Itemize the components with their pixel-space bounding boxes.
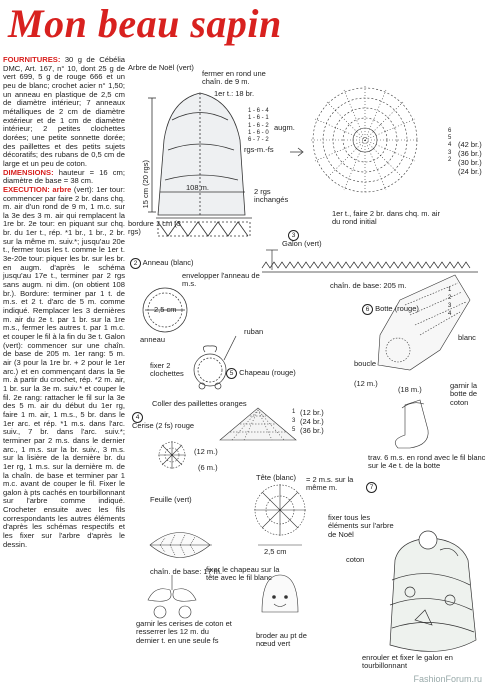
cerise-number: 4 xyxy=(132,412,143,423)
chapeau-nums xyxy=(292,408,295,435)
botte-row: 2 xyxy=(448,295,452,301)
chapeau-counts xyxy=(300,408,324,435)
augm-row: 1 - 6 - 2 xyxy=(248,122,269,129)
tree-bordure-label: bordure 1 cm (3 rgs) xyxy=(128,219,181,237)
tete-title: Tête (blanc) xyxy=(256,473,297,482)
tete-number: 7 xyxy=(366,482,377,493)
round-count: (24 br.) xyxy=(458,167,482,176)
botte-diagram xyxy=(378,275,470,448)
tete-size-label: 2,5 cm xyxy=(264,547,287,556)
galon-title: Galon (vert) xyxy=(282,239,322,248)
fournitures-text: 30 g de Cébélia DMC, Art. 167, n° 10, dont 25 g de vert 699, 5 g de rouge 666 et un peu de blanc; crochet acier n° 1,50; un anneau en plastique de 2,5 cm de diamètre intérieur; 7 anneaux métalliques de 2 cm de diamètre extérieur et de 1 cm de diamètre intérieur; 2 petites clochettes dorées; une petite sonnette dorée; des paillettes et des petits sujets décoratifs; des rubans de 0,5 cm de large et un peu de coton. xyxy=(3,55,125,168)
dimensions-text: hauteur = 16 cm; diamètre de base = 38 cm. xyxy=(3,167,125,186)
garnir-cerises-label: garnir les cerises de coton et resserrer les 12 m. du dernier t. en une seule fs xyxy=(136,619,232,645)
garnir-botte-label: garnir la botte de coton xyxy=(450,381,478,407)
botte-rows xyxy=(448,286,451,318)
round-num: 2 xyxy=(448,156,452,163)
botte-number: 6 xyxy=(362,304,373,315)
anneau-size-label: 2,5 cm xyxy=(154,305,177,314)
chapeau-title: Chapeau (rouge) xyxy=(239,368,296,377)
chapeau-num: 1 xyxy=(292,409,296,415)
anneau-heading xyxy=(130,258,194,269)
tree-108-label: 108 m. xyxy=(186,183,209,192)
tree-height-label: 15 cm (20 rgs) xyxy=(140,160,150,209)
anneau-label: anneau xyxy=(140,335,166,344)
chapeau-count: (36 br.) xyxy=(300,426,324,435)
chapeau-heading xyxy=(226,368,296,379)
round-counts xyxy=(458,140,482,176)
tree-rgs-label: rgs-m.-fs xyxy=(244,145,274,154)
round-caption: 1er t., faire 2 br. dans chq. m. air du rond initial xyxy=(332,209,440,227)
botte-12m: (12 m.) xyxy=(354,379,378,388)
tete-ms-label: = 2 m.s. sur la même m. xyxy=(306,475,354,493)
chapeau-number: 5 xyxy=(226,368,237,379)
chapeau-num: 3 xyxy=(292,418,296,424)
blanc-label: blanc xyxy=(458,333,476,342)
botte-18m: (18 m.) xyxy=(398,385,422,394)
tete-num xyxy=(366,482,377,493)
round-num: 6 xyxy=(448,128,452,134)
round-num: 3 xyxy=(448,149,452,156)
botte-row: 3 xyxy=(448,303,452,309)
round-num: 4 xyxy=(448,142,452,149)
tree-fermer-label: fermer en rond une chaîn. de 9 m. xyxy=(202,69,266,87)
botte-heading xyxy=(362,304,419,315)
round-count: (30 br.) xyxy=(458,158,482,167)
round-count: (42 br.) xyxy=(458,140,482,149)
round-count: (36 br.) xyxy=(458,149,482,158)
tree-augm-rows xyxy=(248,108,269,144)
tree-row1-label: 1er t.: 18 br. xyxy=(214,89,255,98)
paillettes-label: Coller des paillettes oranges xyxy=(152,399,247,408)
chapeau-num: 5 xyxy=(292,427,296,433)
cerise-diagram xyxy=(158,441,186,469)
galon-diagram xyxy=(262,250,478,272)
anneau-number: 2 xyxy=(130,258,141,269)
anneau-title: Anneau (blanc) xyxy=(142,258,194,267)
augm-row: 1 - 6 - 1 xyxy=(248,115,269,122)
chapeau-count: (24 br.) xyxy=(300,417,324,426)
tree-augm-label: augm. xyxy=(274,123,295,132)
execution-label: EXECUTION: arbre xyxy=(3,184,72,194)
tree-2rgs-label: 2 rgs inchangés xyxy=(254,187,289,205)
round-num: 5 xyxy=(448,135,452,142)
augm-row: 6 - 7 - 2 xyxy=(248,137,269,144)
dimensions-label: DIMENSIONS: xyxy=(3,167,54,177)
execution-text: (vert): 1er tour: commencer par faire 2 br. dans chq. m. air d'un rond de 9 m, 1 m.c. sur la 3e des 3 m. air qui remplacent la 1re br. 2e tour: en piquant sur chq. br. du 1er t., rép. *1 br., 1 br., 2 br. sur la même m. suiv.*; jusqu'au 20e t., fermer tous les t. comme le 1er t. 3e-20e tour: piquer les br. sur les br. en augm. d'après le schéma jusqu'au 17e t., terminer par 2 rgs sans augm. ni dim. (on obtient 108 br.). Bordure: terminer par 1 t. de m.s. et 2 t. d'arc de 5 m. comme indiqué. Remplacer les 3 dernières m. air du 2e t. par 1 br. sur la 1re m.s., fermer les autres t. par 1 m.c. et couper le fil à la fin du 3e t. Galon (vert): commencer sur une chaîn. de base de 205 m. 1er rang: 5 m. air (3 pour la 1re br. + 2 pour le 1er arc.) et en commençant dans la 9e m. à partir du crochet, rép. *2 m. air, 1 br. sur la 3e m. suiv.* et couper le fil. 2e rang: rattacher le fil sur la 3e des 5 m. air du début du 1er rg, faire 1 m. air, 1 m.s., 5 br. dans le 1er arc. et rép. *1 m.s. dans l'arc. suiv., 7 br. dans l'arc. suiv.*; terminer par 2 m.s. dans le dernier arc., 1 m.s. sur la br. suiv., 3 m.s. sur la lisière de la dernière br. du 1er rg, 1 m.s. sur la dernière m. de la chaîn. de base et terminer par 1 m.c. avant de couper le fil. Fixer le galon à pts cachés en tourbillonnant sur l'arbre comme indiqué. Crocheter ensuite avec les fils correspondants les autres éléments d'après les schémas respectifs et les fixer sur l'arbre d'après le dessin. xyxy=(3,184,126,549)
fixer-tous-label: fixer tous les éléments sur l'arbre de Noël xyxy=(328,513,394,539)
boucle-label: boucle xyxy=(354,359,377,368)
round-nums xyxy=(448,128,451,164)
feuille-title: Feuille (vert) xyxy=(150,495,192,504)
botte-title: Botte (rouge) xyxy=(375,304,419,313)
cerise-12m: (12 m.) xyxy=(194,447,218,456)
tree-title: Arbre de Noël (vert) xyxy=(128,63,194,72)
clochettes-label: fixer 2 clochettes xyxy=(150,361,184,379)
round-diagram xyxy=(311,86,419,194)
augm-row: 1 - 6 - 0 xyxy=(248,129,269,136)
fournitures-label: FOURNITURES: xyxy=(3,55,61,64)
tree-chart xyxy=(148,93,252,236)
chapeau-count: (12 br.) xyxy=(300,408,324,417)
watermark: FashionForum.ru xyxy=(413,674,482,684)
botte-row: 4 xyxy=(448,311,452,317)
anneau-envelopper-label: envelopper l'anneau de m.s. xyxy=(182,271,260,289)
ruban-label: ruban xyxy=(244,327,264,336)
broder-label: broder au pt de nœud vert xyxy=(256,631,307,649)
cerise-title: Cerise (2 fs) rouge xyxy=(132,421,195,430)
galon-number: 3 xyxy=(288,230,299,241)
page-title: Mon beau sapin xyxy=(8,1,282,46)
cerise-6m: (6 m.) xyxy=(198,463,218,472)
decorated-tree xyxy=(390,531,476,651)
trav-label: trav. 6 m.s. en rond avec le fil blanc sur le 4e t. de la botte xyxy=(368,453,486,471)
galon-base-label: chaîn. de base: 205 m. xyxy=(330,281,407,290)
augm-row: 1 - 6 - 4 xyxy=(248,108,269,114)
botte-row: 1 xyxy=(448,287,452,293)
chapeau-diagram xyxy=(220,408,296,440)
coton-label: coton xyxy=(346,555,365,564)
enrouler-label: enrouler et fixer le galon en tourbillonnant xyxy=(362,653,453,671)
fixer-chapeau-label: fixer le chapeau sur la tête avec le fil blanc xyxy=(206,565,280,583)
feuille-base-label: chaîn. de base: 17 m. xyxy=(150,567,223,576)
